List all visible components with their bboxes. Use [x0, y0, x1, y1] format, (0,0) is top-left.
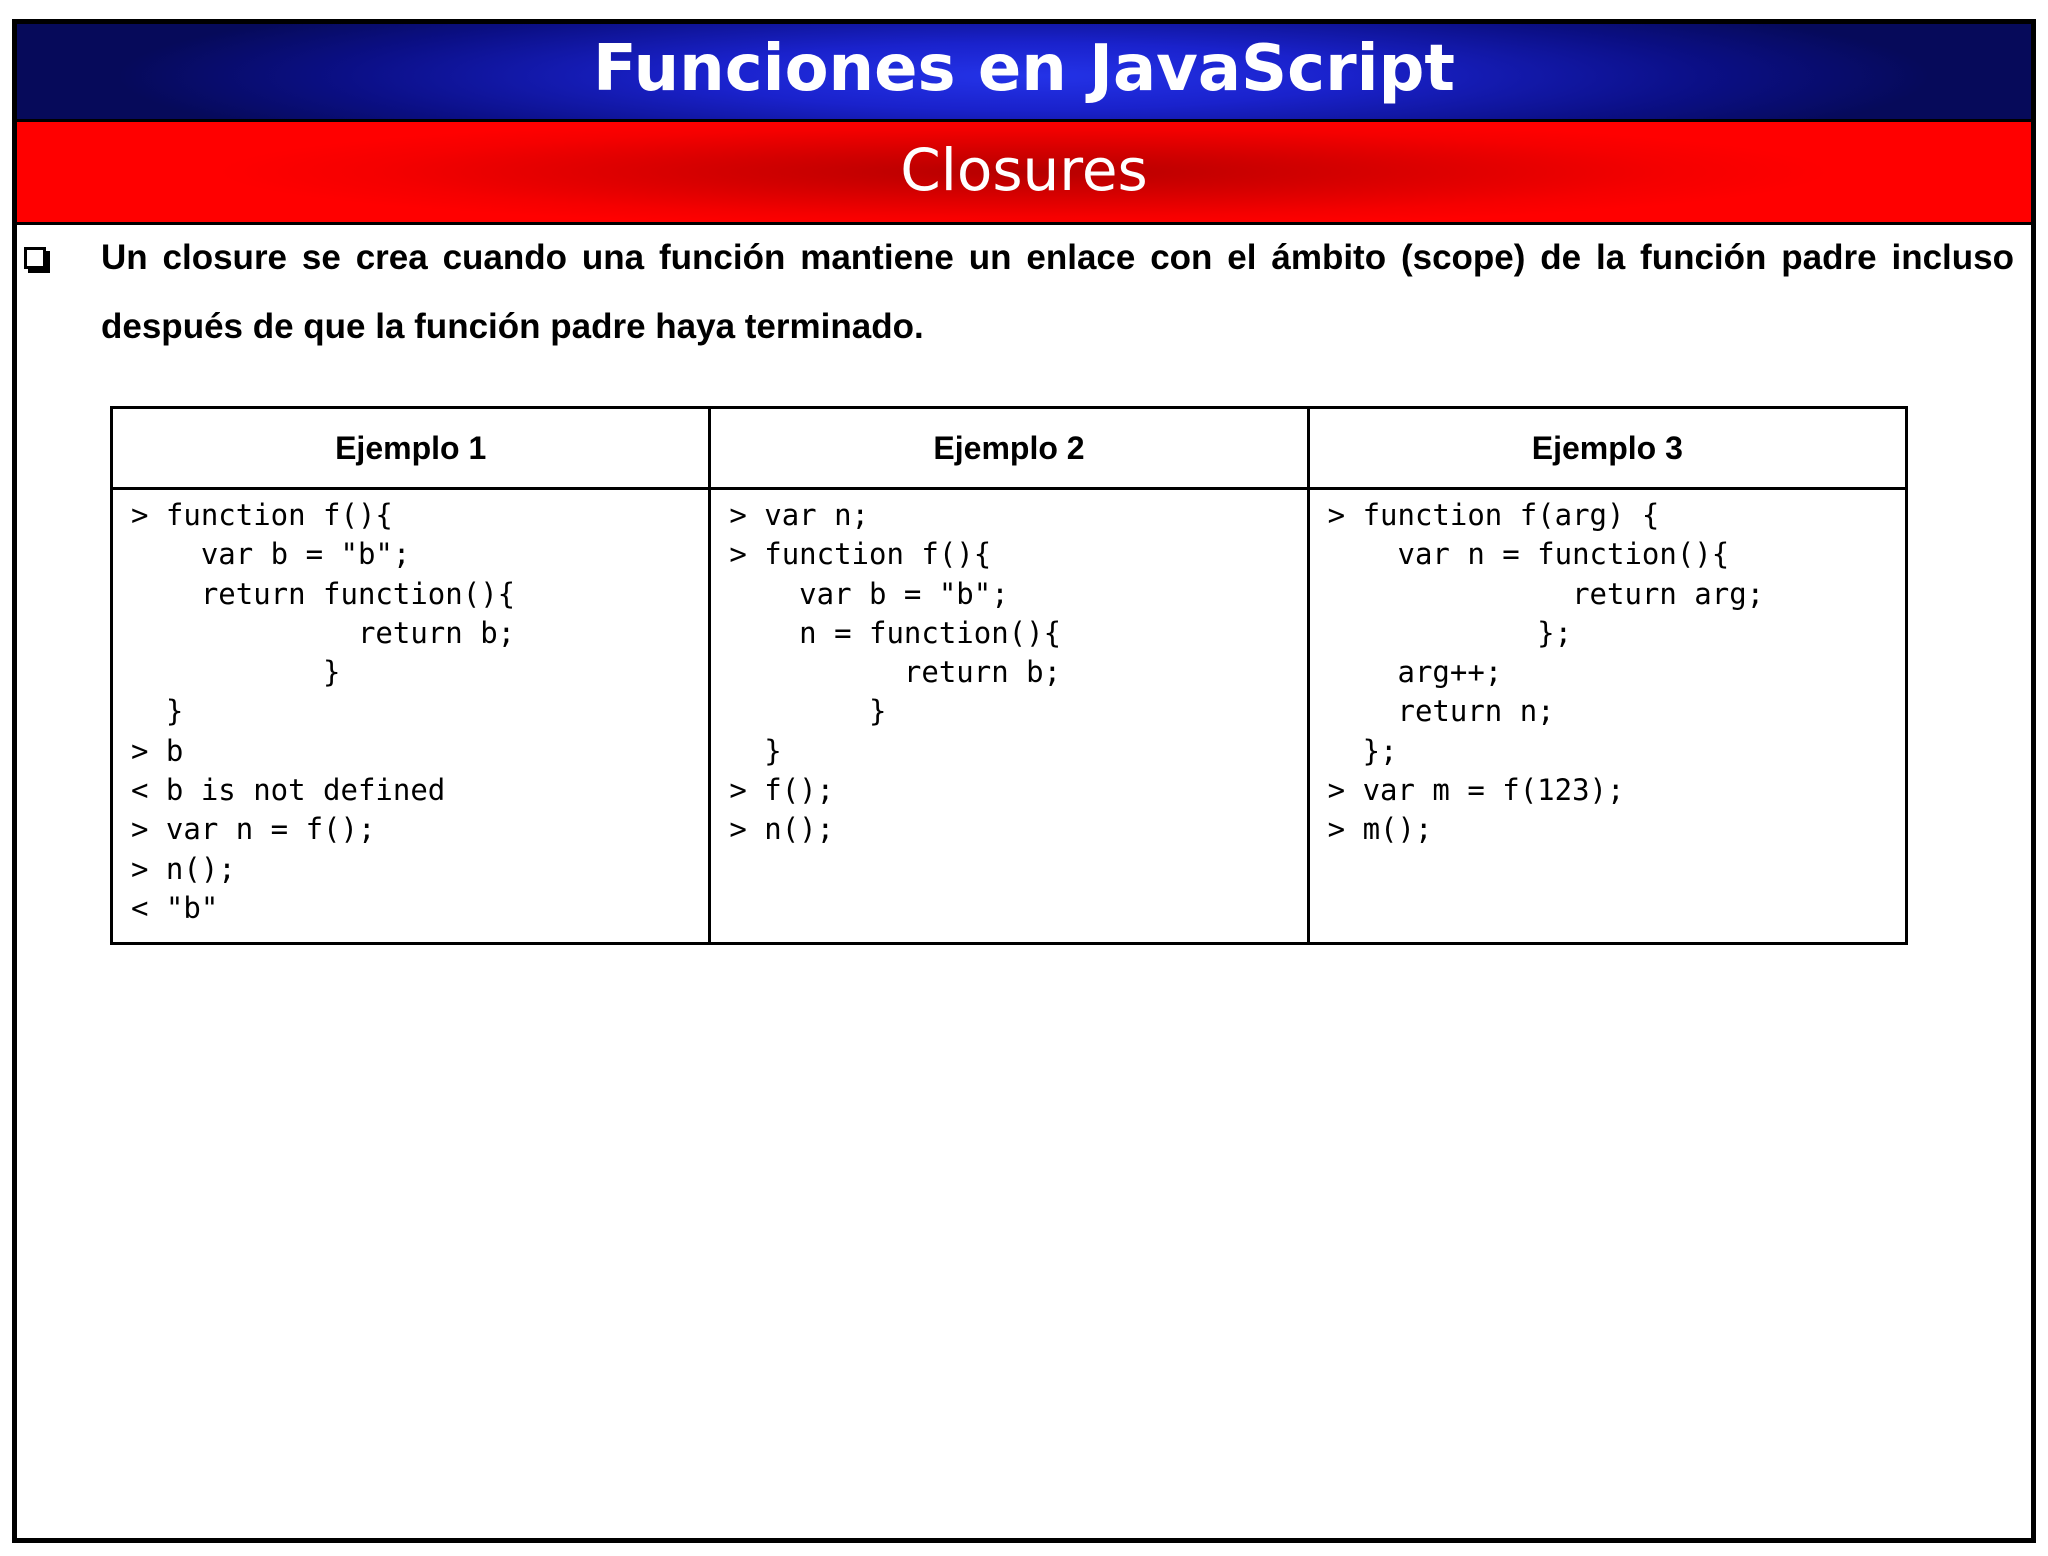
bullet-point: [24, 235, 2014, 361]
example-1-code: > function f(){ var b = "b"; return function(){ return b; } } > b < b is not defined > var n = f(); > n(); < "b": [131, 498, 516, 925]
table-header-row: [112, 408, 1907, 489]
column-header-example-3: Ejemplo 3: [1308, 408, 1906, 489]
slide-subtitle: Closures: [900, 136, 1148, 204]
example-3-code: > function f(arg) { var n = function(){ return arg; }; arg++; return n; }; > var m = f(123); > m();: [1327, 498, 1765, 847]
examples-table: [110, 406, 1908, 945]
subtitle-bar: [17, 122, 2031, 225]
column-header-example-2: Ejemplo 2: [710, 408, 1308, 489]
example-2-cell: [710, 489, 1308, 944]
example-1-cell: [112, 489, 710, 944]
table-row: [112, 489, 1907, 944]
checkbox-bullet-icon: [24, 247, 46, 269]
example-3-cell: [1308, 489, 1906, 944]
bullet-text: Un closure se crea cuando una función mantiene un enlace con el ámbito (scope) de la función padre incluso después de que la función padre haya terminado.: [101, 238, 2014, 346]
example-2-code: > var n; > function f(){ var b = "b"; n = function(){ return b; } } > f(); > n();: [729, 498, 1062, 847]
column-header-example-1: Ejemplo 1: [112, 408, 710, 489]
slide-title: Funciones en JavaScript: [593, 31, 1455, 106]
title-bar: [17, 24, 2031, 122]
